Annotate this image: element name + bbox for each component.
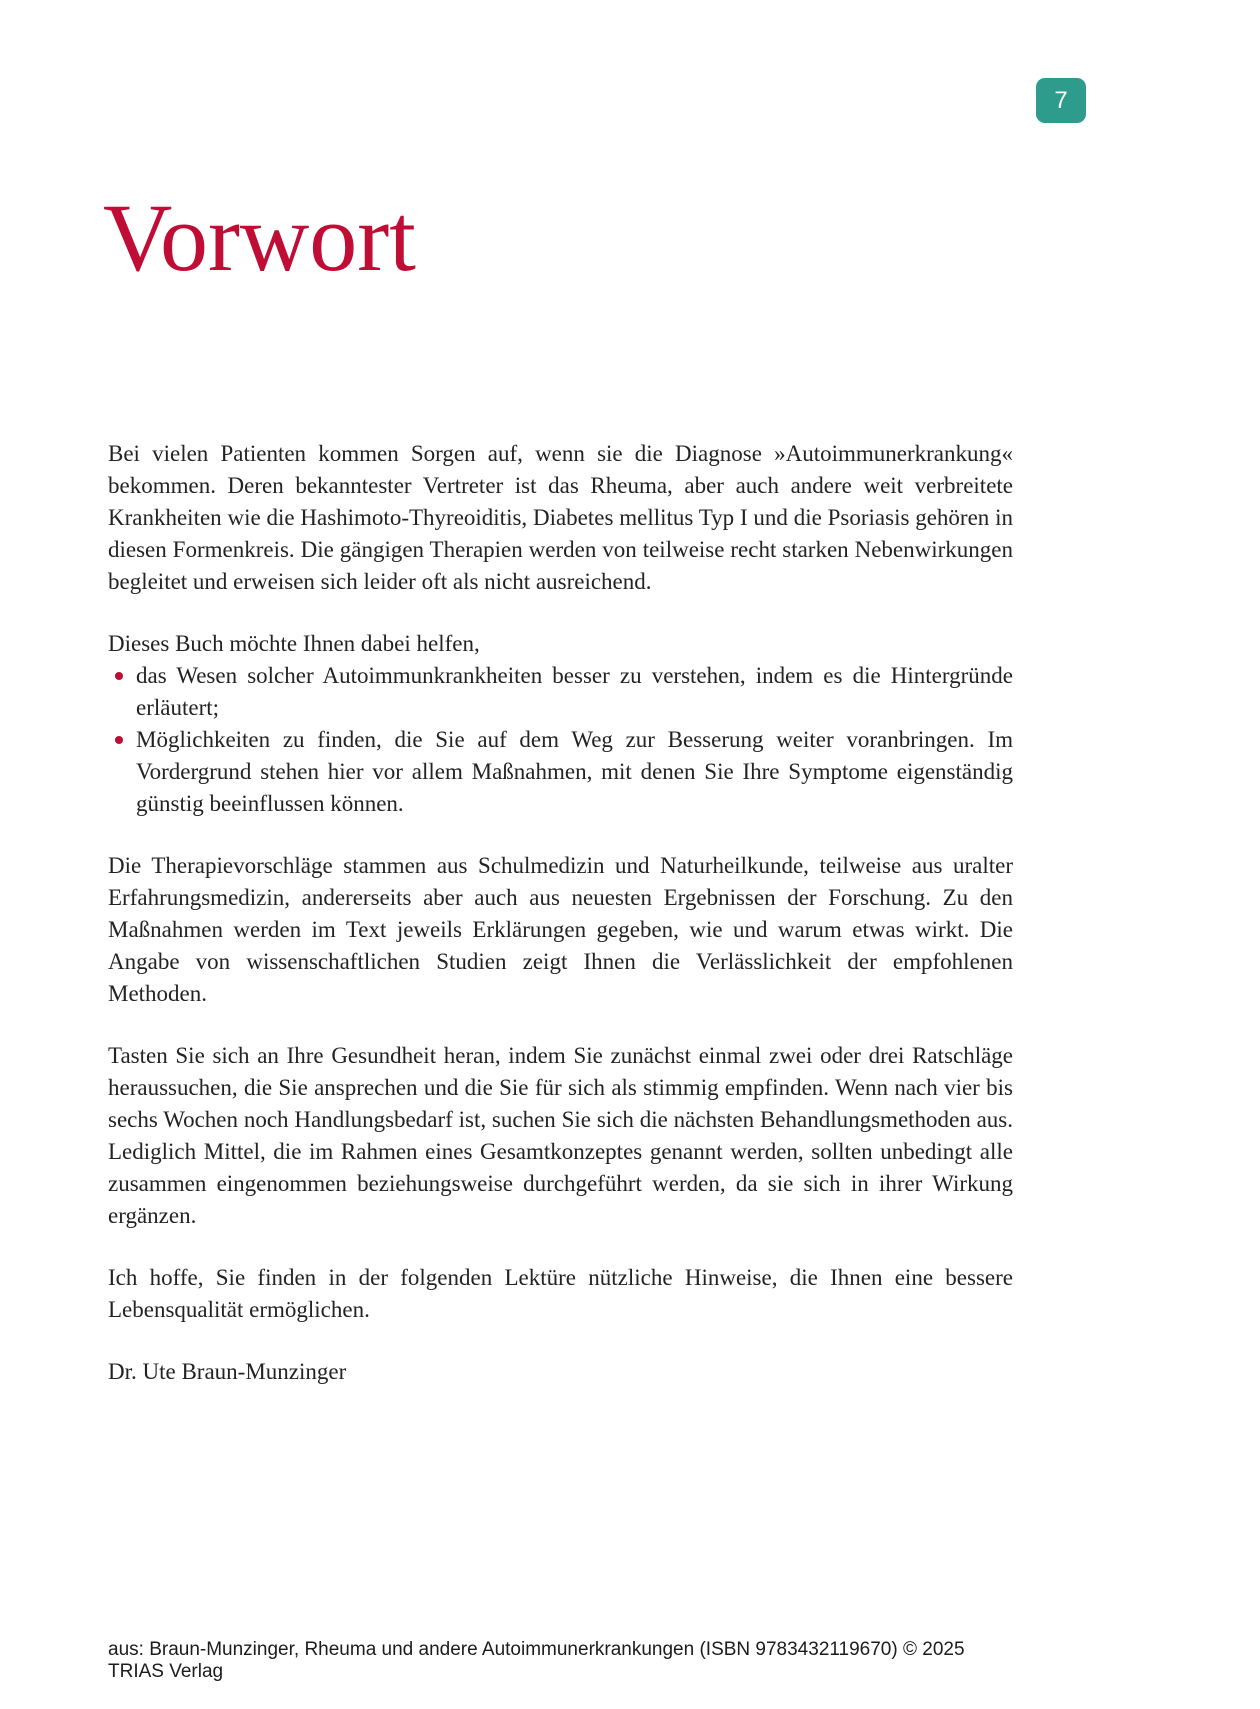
paragraph-therapy-sources: Die Therapievorschläge stammen aus Schulmedizin und Naturheilkunde, teilweise aus uralter Erfahrungsmedizin, andererseits aber auch aus neuesten Ergebnissen der Forschung. Zu den Maßnahmen werden im Text jeweils Erklärungen gegeben, wie und warum etwas wirkt. Die Angabe von wissenschaftlichen Studien zeigt Ihnen die Verlässlichkeit der empfohlenen Methoden. [108,853,1013,1006]
page-body [108,438,1013,1388]
page-title: Vorwort [103,184,416,291]
paragraph-approach: Tasten Sie sich an Ihre Gesundheit heran, indem Sie zunächst einmal zwei oder drei Ratschläge heraussuchen, die Sie ansprechen und die Sie für sich als stimmig empfinden. Wenn nach vier bis sechs Wochen noch Handlungsbedarf ist, suchen Sie sich die nächsten Behandlungsmethoden aus. Lediglich Mittel, die im Rahmen eines Gesamtkonzeptes genannt werden, sollten unbedingt alle zusammen eingenommen beziehungsweise durchgeführt werden, da sie sich in ihrer Wirkung ergänzen. [108,1043,1013,1228]
signature: Dr. Ute Braun-Munzinger [108,1359,347,1384]
page-number-badge: 7 [1036,78,1086,123]
list-item [108,660,1013,724]
bullet-icon [115,672,123,680]
footer-credit: aus: Braun-Munzinger, Rheuma und andere Autoimmunerkrankungen (ISBN 9783432119670) © 2025 TRIAS Verlag [108,1639,965,1682]
paragraph-closing: Ich hoffe, Sie finden in der folgenden Lektüre nützliche Hinweise, die Ihnen eine bessere Lebensqualität ermöglichen. [108,1265,1013,1322]
list-item-text: das Wesen solcher Autoimmunkrankheiten besser zu verstehen, indem es die Hintergründe erläutert; [136,663,1013,720]
paragraph-list-intro: Dieses Buch möchte Ihnen dabei helfen, [108,631,480,656]
list-item [108,724,1013,820]
list-item-text: Möglichkeiten zu finden, die Sie auf dem Weg zur Besserung weiter voranbringen. Im Vordergrund stehen hier vor allem Maßnahmen, mit denen Sie Ihre Symptome eigenständig günstig beeinflussen können. [136,727,1013,816]
bullet-icon [115,736,123,744]
bullet-list [108,660,1013,820]
paragraph-diagnosis: Bei vielen Patienten kommen Sorgen auf, wenn sie die Diagnose »Autoimmunerkrankung« bekommen. Deren bekanntester Vertreter ist das Rheuma, aber auch andere weit verbreitete Krankheiten wie die Hashimoto-Thyreoiditis, Diabetes mellitus Typ I und die Psoriasis gehören in diesen Formenkreis. Die gängigen Therapien werden von teilweise recht starken Nebenwirkungen begleitet und erweisen sich leider oft als nicht ausreichend. [108,441,1013,594]
